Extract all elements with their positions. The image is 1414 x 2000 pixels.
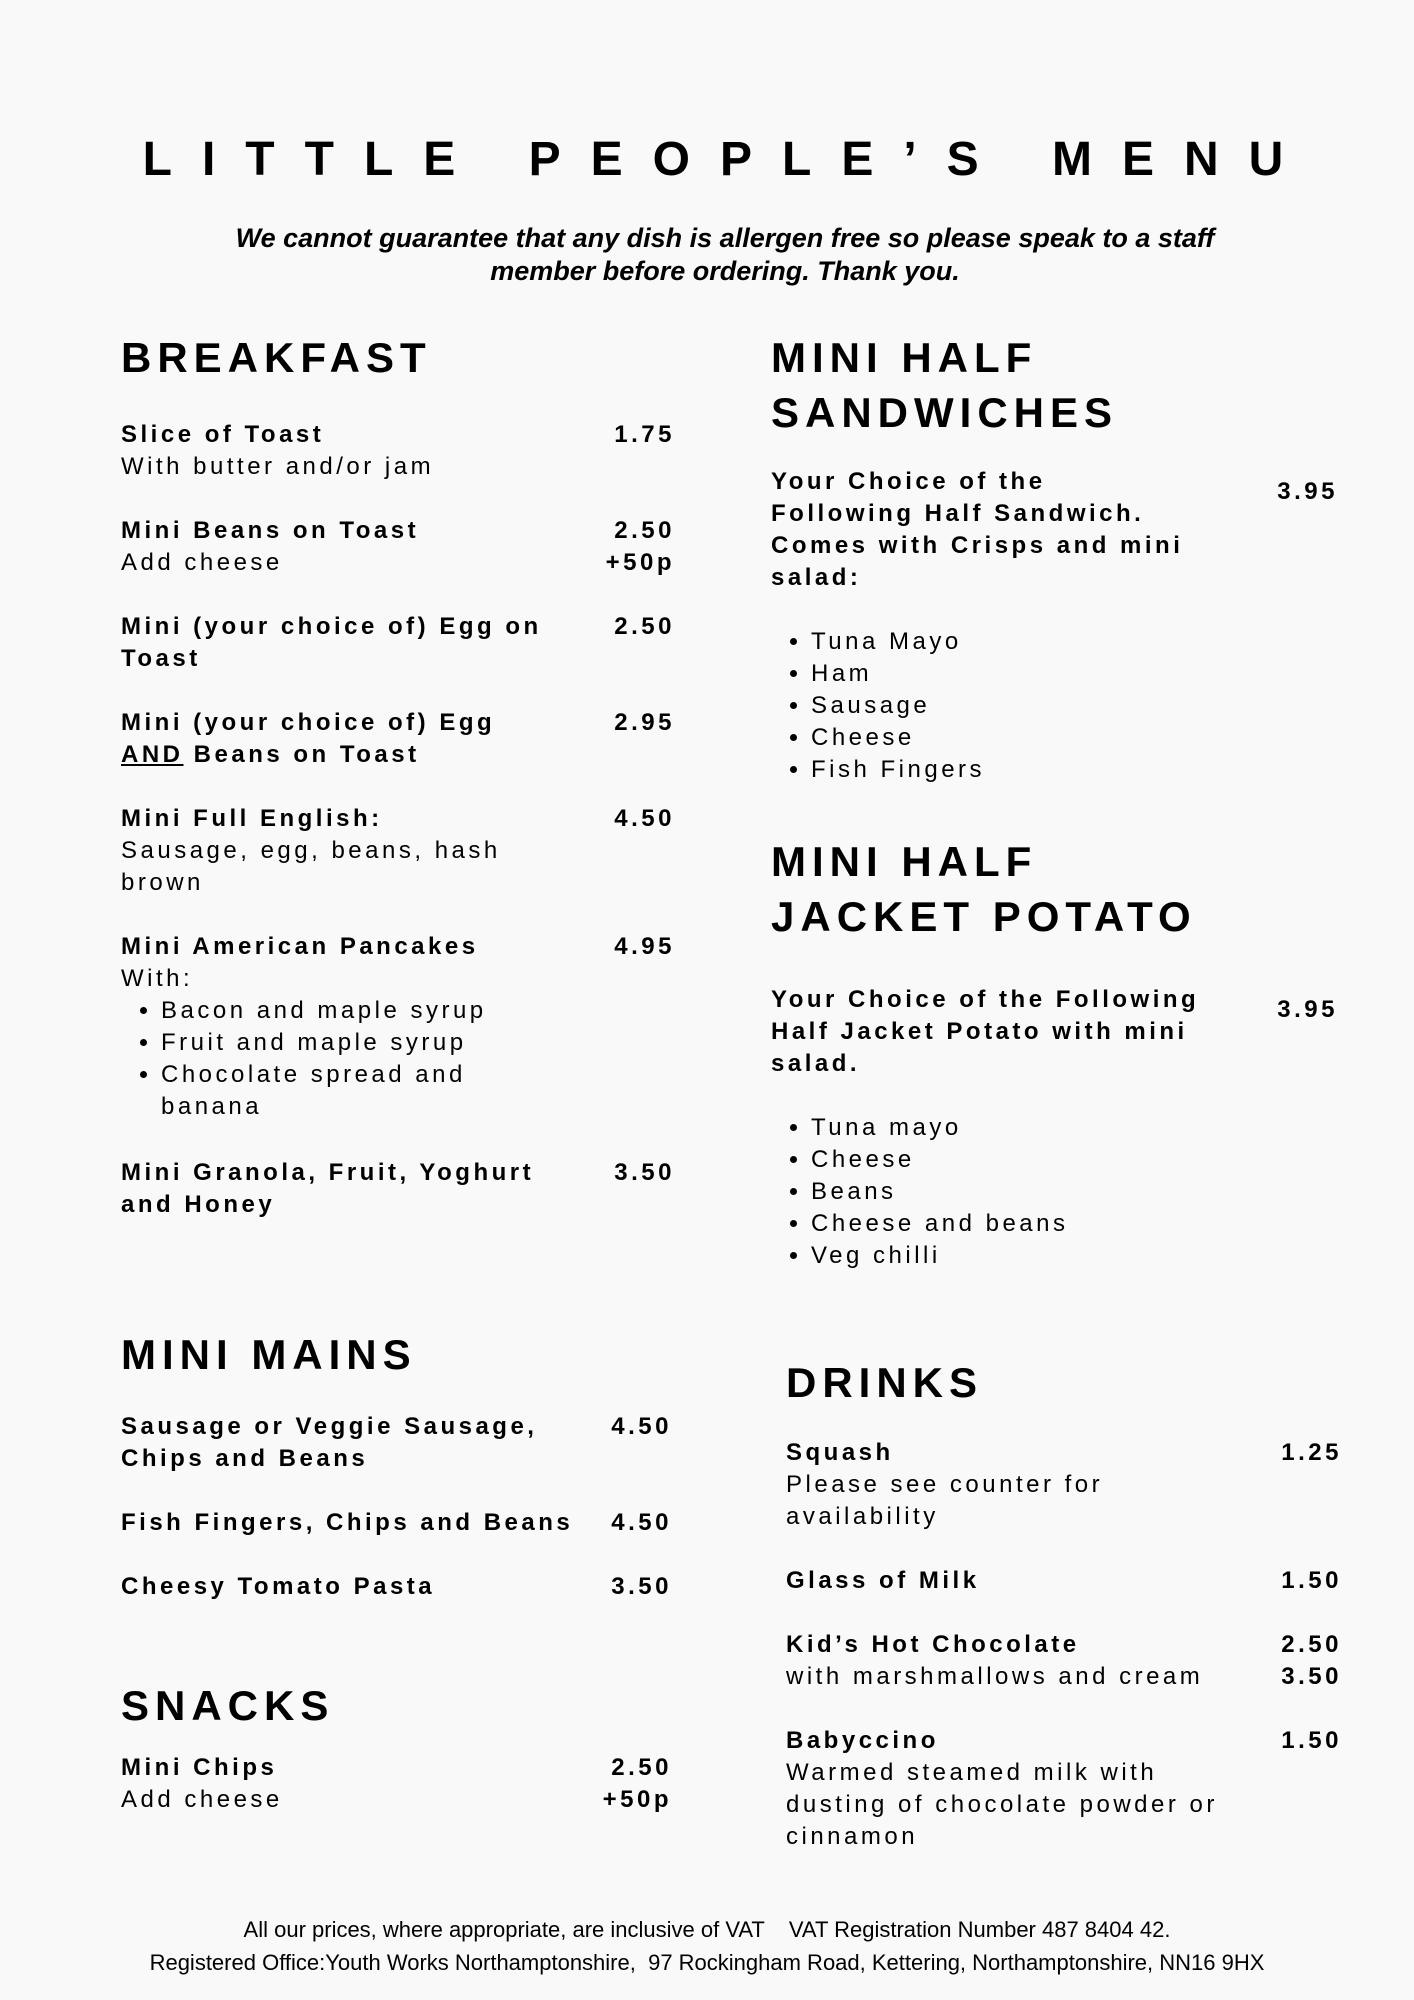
list-item: • Cheese — [811, 722, 1191, 754]
item-price-2: 3.50 — [1281, 1663, 1342, 1690]
item-price: 2.50 — [614, 517, 675, 544]
menu-item-egg — [121, 611, 561, 675]
item-name: Mini Granola, Fruit, Yoghurt and Honey — [121, 1159, 535, 1218]
price-squash: 1.25 — [1281, 1439, 1342, 1466]
item-name: Slice of Toast — [121, 421, 325, 448]
sandwiches-intro: Your Choice of the Following Half Sandwich. Comes with Crisps and mini salad: — [771, 468, 1184, 591]
item-name: Mini (your choice of) Egg AND Beans on Toast — [121, 709, 496, 768]
price-pancakes: 4.95 — [614, 933, 675, 960]
item-price: 2.50 — [1281, 1631, 1342, 1658]
item-name: Glass of Milk — [786, 1567, 980, 1594]
price-granola: 3.50 — [614, 1159, 675, 1186]
item-name: Fish Fingers, Chips and Beans — [121, 1509, 574, 1536]
sandwich-options — [771, 626, 1191, 786]
list-item: • Bacon and maple syrup — [161, 995, 561, 1027]
price-jacket-potato: 3.95 — [1277, 996, 1338, 1023]
item-desc: Warmed steamed milk with dusting of chocolate powder or cinnamon — [786, 1759, 1218, 1850]
item-name: Squash — [786, 1439, 894, 1466]
footer-registered-office: Registered Office:Youth Works Northamptonshire, 97 Rockingham Road, Kettering, Northamptonshire, NN16 9HX — [149, 1950, 1265, 1975]
price-full-english: 4.50 — [614, 805, 675, 832]
item-name: Mini Beans on Toast — [121, 517, 420, 544]
list-item: • Sausage — [811, 690, 1191, 722]
menu-item-pancakes — [121, 931, 561, 1123]
list-item: • Ham — [811, 658, 1191, 690]
menu-item-mini-chips — [121, 1752, 561, 1816]
jacket-intro: Your Choice of the Following Half Jacket Potato with mini salad. — [771, 986, 1200, 1077]
list-item: • Veg chilli — [811, 1240, 1211, 1272]
mains-heading: MINI MAINS — [121, 1331, 417, 1378]
list-item: • Cheese and beans — [811, 1208, 1211, 1240]
price-egg-beans: 2.95 — [614, 709, 675, 736]
item-name: Kid’s Hot Chocolate — [786, 1631, 1080, 1658]
menu-item-granola — [121, 1157, 561, 1221]
item-desc: Add cheese — [121, 1786, 283, 1813]
item-name: Mini (your choice of) Egg on Toast — [121, 613, 542, 672]
item-name: Cheesy Tomato Pasta — [121, 1573, 436, 1600]
snacks-heading: SNACKS — [121, 1682, 335, 1729]
item-price: 2.50 — [611, 1754, 672, 1781]
item-desc: With butter and/or jam — [121, 453, 435, 480]
price-beans — [560, 515, 675, 579]
menu-item-full-english — [121, 803, 561, 899]
item-name: Mini American Pancakes — [121, 933, 479, 960]
menu-item-sausage — [121, 1411, 571, 1475]
item-extra-price: +50p — [605, 549, 675, 576]
menu-item-toast — [121, 419, 561, 483]
item-desc: With: — [121, 965, 194, 992]
list-item: • Fish Fingers — [811, 754, 1191, 786]
item-extra-price: +50p — [602, 1786, 672, 1813]
list-item: • Tuna mayo — [811, 1112, 1211, 1144]
footer-vat: All our prices, where appropriate, are inclusive of VAT VAT Registration Number 487 8404 42. — [243, 1917, 1171, 1942]
list-item: • Cheese — [811, 1144, 1211, 1176]
price-hot-chocolate — [1230, 1629, 1342, 1693]
menu-item-egg-beans — [121, 707, 561, 771]
item-name: Sausage or Veggie Sausage, Chips and Beans — [121, 1413, 538, 1472]
item-desc: Sausage, egg, beans, hash brown — [121, 837, 501, 896]
price-babyccino: 1.50 — [1281, 1727, 1342, 1754]
price-milk: 1.50 — [1281, 1567, 1342, 1594]
list-item: • Beans — [811, 1176, 1211, 1208]
price-egg: 2.50 — [614, 613, 675, 640]
menu-item-hot-chocolate — [786, 1629, 1226, 1693]
item-name: Mini Full English: — [121, 805, 383, 832]
price-sausage: 4.50 — [611, 1413, 672, 1440]
pancake-options — [121, 995, 561, 1123]
item-desc: with marshmallows and cream — [786, 1663, 1204, 1690]
jacket-potato-heading: MINI HALF JACKET POTATO — [771, 838, 1197, 940]
drinks-heading: DRINKS — [786, 1359, 984, 1406]
menu-item-babyccino — [786, 1725, 1226, 1853]
price-mini-chips — [560, 1752, 672, 1816]
menu-item-pasta — [121, 1571, 571, 1603]
price-fish-fingers: 4.50 — [611, 1509, 672, 1536]
price-sandwiches: 3.95 — [1277, 478, 1338, 505]
breakfast-heading: BREAKFAST — [121, 334, 432, 381]
menu-item-beans — [121, 515, 561, 579]
list-item: • Tuna Mayo — [811, 626, 1191, 658]
item-desc: Please see counter for availability — [786, 1471, 1104, 1530]
item-name: Mini Chips — [121, 1754, 278, 1781]
jacket-potato-block — [771, 984, 1211, 1272]
allergen-notice: We cannot guarantee that any dish is allergen free so please speak to a staff member before ordering. Thank you. — [235, 223, 1215, 286]
list-item: • Chocolate spread and banana — [161, 1059, 561, 1123]
menu-item-squash — [786, 1437, 1206, 1533]
price-pasta: 3.50 — [611, 1573, 672, 1600]
sandwiches-block — [771, 466, 1191, 786]
menu-title: LITTLE PEOPLE’S MENU — [142, 133, 1314, 186]
menu-item-milk — [786, 1565, 1206, 1597]
price-toast: 1.75 — [614, 421, 675, 448]
item-desc: Add cheese — [121, 549, 283, 576]
menu-item-fish-fingers — [121, 1507, 591, 1539]
sandwiches-heading: MINI HALF SANDWICHES — [771, 334, 1119, 436]
jacket-options — [771, 1112, 1211, 1272]
item-name: Babyccino — [786, 1727, 939, 1754]
list-item: • Fruit and maple syrup — [161, 1027, 561, 1059]
